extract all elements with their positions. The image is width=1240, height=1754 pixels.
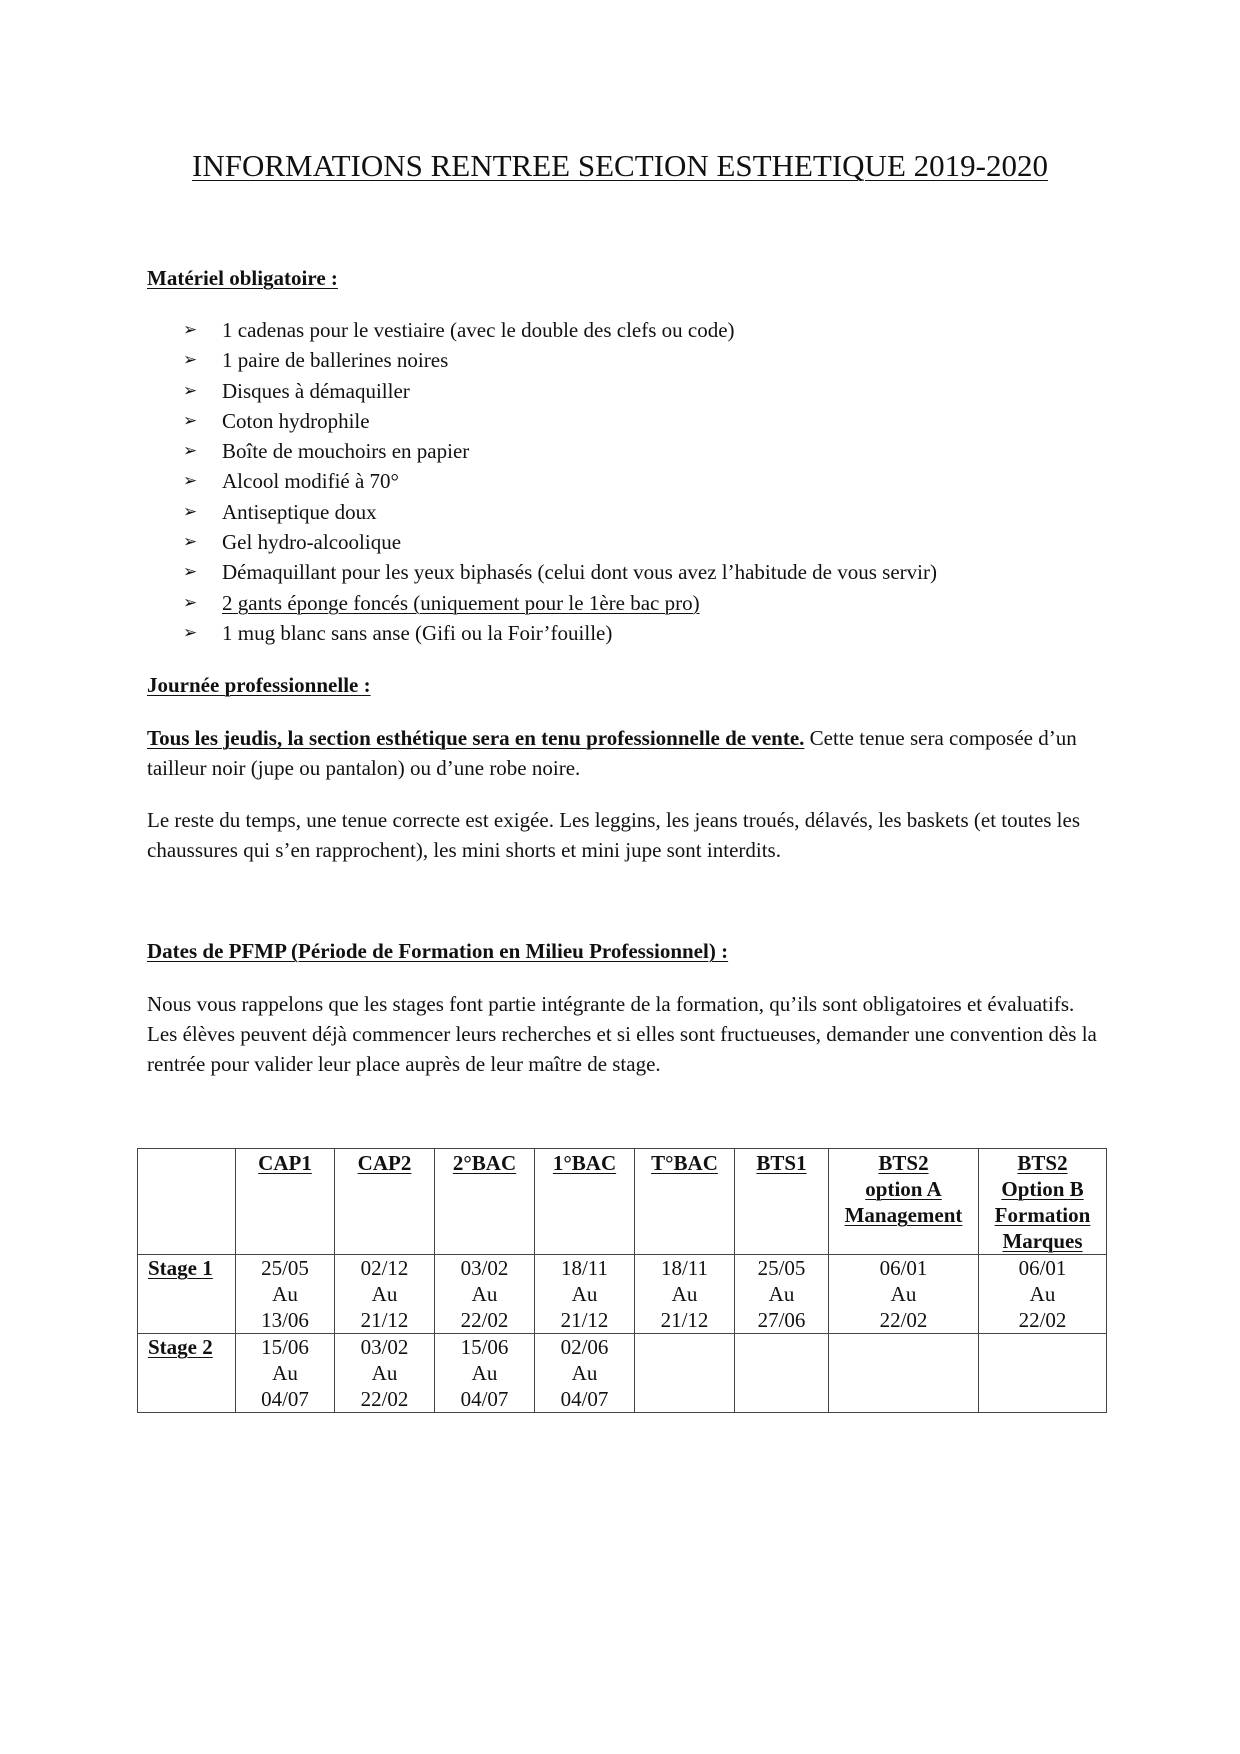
journee-heading: Journée professionnelle : (147, 673, 371, 697)
column-header: CAP1 (236, 1149, 335, 1255)
table-cell: 18/11 Au 21/12 (535, 1255, 635, 1334)
arrowhead-bullet-icon: ➢ (183, 320, 198, 340)
table-cell (829, 1334, 979, 1413)
table-cell: 15/06 Au 04/07 (435, 1334, 535, 1413)
table-cell: 25/05 Au 13/06 (236, 1255, 335, 1334)
list-item: ➢ Boîte de mouchoirs en papier (183, 436, 937, 466)
journee-emphasis: Tous les jeudis, la section esthétique sera en tenu professionnelle de vente. (147, 726, 805, 750)
list-item: ➢ Gel hydro-alcoolique (183, 527, 937, 557)
journee-paragraph-1 (147, 723, 1107, 783)
table-corner-cell (138, 1149, 236, 1255)
table-row (138, 1255, 1107, 1334)
table-cell: 02/12 Au 21/12 (335, 1255, 435, 1334)
column-header: CAP2 (335, 1149, 435, 1255)
table-cell: 25/05 Au 27/06 (735, 1255, 829, 1334)
arrowhead-bullet-icon: ➢ (183, 501, 198, 522)
table-row (138, 1334, 1107, 1413)
list-item: ➢ 1 cadenas pour le vestiaire (avec le double des clefs ou code) (183, 315, 937, 345)
table-cell (735, 1334, 829, 1413)
arrowhead-bullet-icon: ➢ (183, 410, 198, 431)
table-cell: 18/11 Au 21/12 (635, 1255, 735, 1334)
list-item: ➢ Alcool modifié à 70° (183, 466, 937, 496)
pfmp-schedule-table (137, 1148, 1107, 1413)
arrowhead-bullet-icon: ➢ (183, 562, 198, 583)
row-label: Stage 1 (138, 1255, 236, 1334)
list-item: ➢ 1 mug blanc sans anse (Gifi ou la Foir’fouille) (183, 618, 937, 648)
list-item: ➢ Disques à démaquiller (183, 376, 937, 406)
table-cell (635, 1334, 735, 1413)
column-header: 2°BAC (435, 1149, 535, 1255)
table-header-row (138, 1149, 1107, 1255)
table-cell (979, 1334, 1107, 1413)
table-cell: 06/01 Au 22/02 (979, 1255, 1107, 1334)
journee-paragraph-2: Le reste du temps, une tenue correcte est exigée. Les leggins, les jeans troués, délavés, les baskets (et toutes les chaussures qui s’en rapprochent), les mini shorts et mini jupe sont interdits. (147, 808, 1081, 862)
column-header: 1°BAC (535, 1149, 635, 1255)
arrowhead-bullet-icon: ➢ (183, 532, 198, 553)
list-item: ➢ Démaquillant pour les yeux biphasés (celui dont vous avez l’habitude de vous servir) (183, 557, 937, 587)
arrowhead-bullet-icon: ➢ (183, 350, 198, 371)
journee-text: Cette tenue sera composée d’un tailleur noir (jupe ou pantalon) ou d’une robe noire. (147, 726, 1077, 780)
table-cell: 02/06 Au 04/07 (535, 1334, 635, 1413)
list-item: ➢ 1 paire de ballerines noires (183, 345, 937, 375)
pfmp-paragraph: Nous vous rappelons que les stages font partie intégrante de la formation, qu’ils sont obligatoires et évaluatifs. Les élèves peuvent déjà commencer leurs recherches et si elles sont fructueuses, demander une convention dès la rentrée pour valider leur place auprès de leur maître de stage. (147, 992, 1097, 1076)
list-item: ➢ Antiseptique doux (183, 497, 937, 527)
pfmp-heading: Dates de PFMP (Période de Formation en Milieu Professionnel) : (147, 939, 729, 963)
list-item: ➢ Coton hydrophile (183, 406, 937, 436)
arrowhead-bullet-icon: ➢ (183, 471, 198, 492)
page-title: INFORMATIONS RENTREE SECTION ESTHETIQUE 2019-2020 (192, 148, 1048, 183)
column-header: BTS2 option A Management (829, 1149, 979, 1255)
materiel-heading: Matériel obligatoire : (147, 266, 338, 290)
table-cell: 15/06 Au 04/07 (236, 1334, 335, 1413)
list-item: ➢ 2 gants éponge foncés (uniquement pour le 1ère bac pro) (183, 588, 937, 618)
arrowhead-bullet-icon: ➢ (183, 441, 198, 462)
arrowhead-bullet-icon: ➢ (183, 622, 198, 643)
column-header: T°BAC (635, 1149, 735, 1255)
column-header: BTS2 Option B Formation Marques (979, 1149, 1107, 1255)
row-label: Stage 2 (138, 1334, 236, 1413)
table-cell: 03/02 Au 22/02 (335, 1334, 435, 1413)
arrowhead-bullet-icon: ➢ (183, 592, 198, 613)
table-cell: 03/02 Au 22/02 (435, 1255, 535, 1334)
materiel-list (183, 315, 937, 648)
arrowhead-bullet-icon: ➢ (183, 380, 198, 401)
table-cell: 06/01 Au 22/02 (829, 1255, 979, 1334)
column-header: BTS1 (735, 1149, 829, 1255)
